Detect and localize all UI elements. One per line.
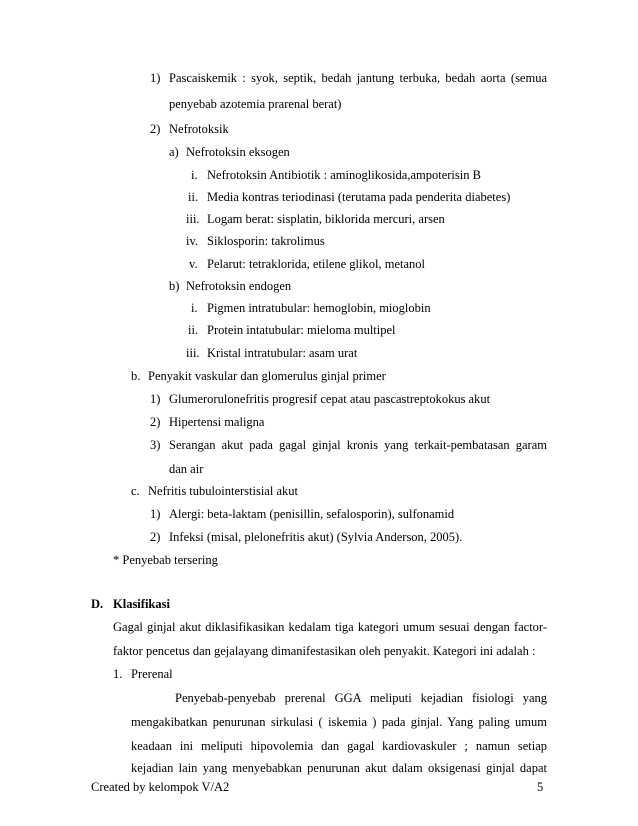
list-marker: i.: [191, 301, 198, 315]
list-text: dan air: [169, 462, 204, 476]
list-marker: iii.: [186, 346, 200, 360]
list-marker: 1.: [113, 667, 123, 681]
list-text: Penyakit vaskular dan glomerulus ginjal primer: [148, 369, 386, 383]
list-marker: 2): [150, 530, 161, 544]
list-marker: b): [169, 279, 180, 293]
list-text: Hipertensi maligna: [169, 415, 265, 429]
list-text: Nefritis tubulointerstisial akut: [148, 484, 298, 498]
page-footer-credit: Created by kelompok V/A2: [91, 780, 230, 794]
list-marker: ii.: [188, 190, 199, 204]
list-text: Pelarut: tetraklorida, etilene glikol, metanol: [207, 257, 425, 271]
list-text: Nefrotoksin Antibiotik : aminoglikosida,ampoterisin B: [207, 168, 481, 182]
paragraph-line: keadaan ini meliputi hipovolemia dan gagal kardiovaskuler ; namun setiap: [131, 739, 547, 753]
list-text: Infeksi (misal, plelonefritis akut) (Sylvia Anderson, 2005).: [169, 530, 463, 544]
paragraph-line: Gagal ginjal akut diklasifikasikan kedalam tiga kategori umum sesuai dengan factor-: [113, 620, 547, 634]
list-marker: 2): [150, 415, 161, 429]
section-title: Klasifikasi: [113, 597, 170, 611]
list-text: Nefrotoksin eksogen: [186, 145, 290, 159]
list-text: Logam berat: sisplatin, biklorida mercuri, arsen: [207, 212, 445, 226]
list-text: Alergi: beta-laktam (penisillin, sefalosporin), sulfonamid: [169, 507, 455, 521]
list-marker: iv.: [186, 234, 199, 248]
list-text: Prerenal: [131, 667, 173, 681]
list-marker: a): [169, 145, 179, 159]
list-text: Pigmen intratubular: hemoglobin, mioglobin: [207, 301, 431, 315]
list-text: Nefrotoksik: [169, 122, 229, 136]
list-text: Protein intatubular: mieloma multipel: [207, 323, 396, 337]
list-marker: 1): [150, 71, 161, 85]
list-marker: iii.: [186, 212, 200, 226]
list-text: Pascaiskemik : syok, septik, bedah jantung terbuka, bedah aorta (semua: [169, 71, 547, 85]
paragraph-line: kejadian lain yang menyebabkan penurunan akut dalam oksigenasi ginjal dapat: [131, 761, 547, 775]
list-text: Siklosporin: takrolimus: [207, 234, 325, 248]
list-marker: ii.: [188, 323, 199, 337]
list-text: Media kontras teriodinasi (terutama pada penderita diabetes): [207, 190, 511, 204]
list-text: Serangan akut pada gagal ginjal kronis yang terkait-pembatasan garam: [169, 438, 547, 452]
list-marker: 2): [150, 122, 161, 136]
paragraph-line: Penyebab-penyebab prerenal GGA meliputi kejadian fisiologi yang: [175, 691, 547, 705]
section-marker: D.: [91, 597, 104, 611]
list-text: Nefrotoksin endogen: [186, 279, 292, 293]
page-number: 5: [537, 780, 544, 794]
list-text: Kristal intratubular: asam urat: [207, 346, 358, 360]
list-marker: 1): [150, 507, 161, 521]
footnote: * Penyebab tersering: [113, 553, 218, 567]
list-marker: 1): [150, 392, 161, 406]
paragraph-line: faktor pencetus dan gejalayang dimanifestasikan oleh penyakit. Kategori ini adalah :: [113, 644, 536, 658]
list-marker: 3): [150, 438, 161, 452]
list-text: penyebab azotemia prarenal berat): [169, 97, 342, 111]
list-marker: c.: [131, 484, 140, 498]
list-marker: b.: [131, 369, 141, 383]
list-marker: v.: [189, 257, 198, 271]
list-text: Glumerorulonefritis progresif cepat atau pascastreptokokus akut: [169, 392, 491, 406]
list-marker: i.: [191, 168, 198, 182]
paragraph-line: mengakibatkan penurunan sirkulasi ( iskemia ) pada ginjal. Yang paling umum: [131, 715, 547, 729]
